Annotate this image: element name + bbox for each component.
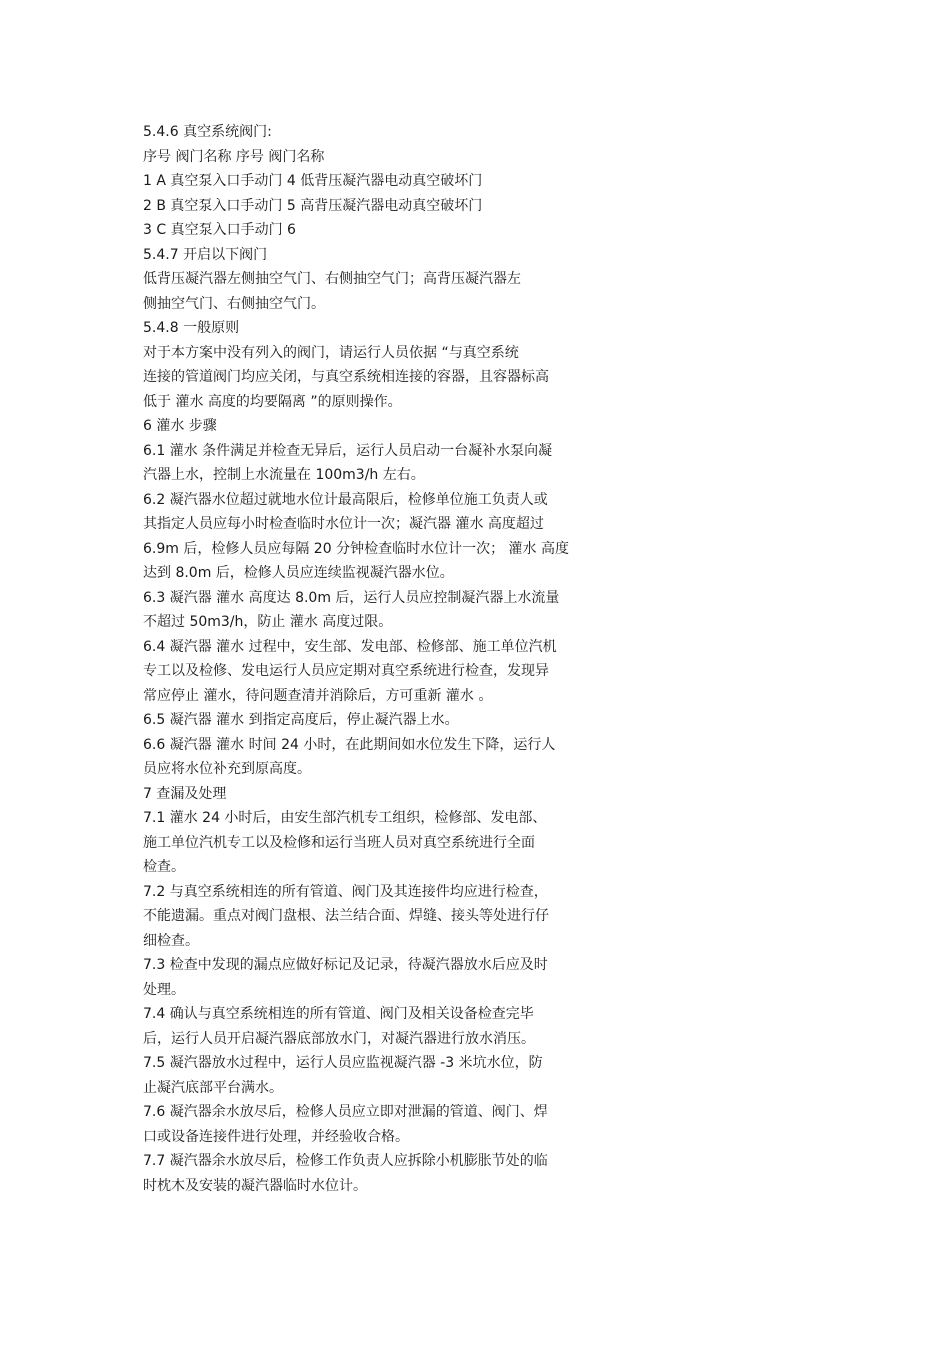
paragraph-line: 汽器上水，控制上水流量在 100m3/h 左右。 xyxy=(143,467,425,483)
paragraph-line: 7.3 检查中发现的漏点应做好标记及记录，待凝汽器放水后应及时 xyxy=(143,957,548,973)
section-heading-5-4-7: 5.4.7 开启以下阀门 xyxy=(143,246,268,263)
section-heading-5-4-8: 5.4.8 一般原则 xyxy=(143,320,240,336)
paragraph-line: 7.6 凝汽器余水放尽后，检修人员应立即对泄漏的管道、阀门、焊 xyxy=(143,1104,548,1120)
paragraph-line: 6.1 灌水 条件满足并检查无异后，运行人员启动一台凝补水泵向凝 xyxy=(143,442,553,459)
paragraph-line: 检查。 xyxy=(143,859,185,875)
document-body xyxy=(143,120,643,1198)
paragraph-line: 6.3 凝汽器 灌水 高度达 8.0m 后，运行人员应控制凝汽器上水流量 xyxy=(143,589,560,606)
paragraph-line: 不超过 50m3/h，防止 灌水 高度过限。 xyxy=(143,614,393,630)
section-heading-7: 7 查漏及处理 xyxy=(143,785,227,802)
valve-table-row: 2 B 真空泵入口手动门 5 高背压凝汽器电动真空破坏门 xyxy=(143,197,483,214)
paragraph-line: 施工单位汽机专工以及检修和运行当班人员对真空系统进行全面 xyxy=(143,834,535,851)
valve-table-row: 1 A 真空泵入口手动门 4 低背压凝汽器电动真空破坏门 xyxy=(143,173,483,189)
paragraph-line: 7.5 凝汽器放水过程中，运行人员应监视凝汽器 -3 米坑水位，防 xyxy=(143,1055,543,1071)
paragraph-line: 员应将水位补充到原高度。 xyxy=(143,761,311,777)
paragraph-line: 时枕木及安装的凝汽器临时水位计。 xyxy=(143,1177,367,1194)
paragraph-line: 对于本方案中没有列入的阀门，请运行人员依据 “与真空系统 xyxy=(143,344,519,361)
paragraph-line: 侧抽空气门、右侧抽空气门。 xyxy=(143,295,325,312)
paragraph-line: 7.1 灌水 24 小时后，由安生部汽机专工组织，检修部、发电部、 xyxy=(143,810,547,826)
paragraph-line: 6.5 凝汽器 灌水 到指定高度后，停止凝汽器上水。 xyxy=(143,712,459,728)
paragraph-line: 不能遗漏。重点对阀门盘根、法兰结合面、焊缝、接头等处进行仔 xyxy=(143,908,549,924)
paragraph-line: 连接的管道阀门均应关闭，与真空系统相连接的容器，且容器标高 xyxy=(143,369,549,385)
section-heading-5-4-6: 5.4.6 真空系统阀门: xyxy=(143,124,272,140)
paragraph-line: 达到 8.0m 后，检修人员应连续监视凝汽器水位。 xyxy=(143,565,454,581)
paragraph-line: 低于 灌水 高度的均要隔离 ”的原则操作。 xyxy=(143,393,402,410)
paragraph-line: 6.9m 后，检修人员应每隔 20 分钟检查临时水位计一次； 灌水 高度 xyxy=(143,540,569,557)
paragraph-line: 7.4 确认与真空系统相连的所有管道、阀门及相关设备检查完毕 xyxy=(143,1006,534,1022)
paragraph-line: 止凝汽底部平台满水。 xyxy=(143,1079,283,1096)
paragraph-line: 常应停止 灌水，待问题查清并消除后，方可重新 灌水 。 xyxy=(143,687,493,704)
paragraph-line: 细检查。 xyxy=(143,932,199,949)
valve-table-row: 3 C 真空泵入口手动门 6 xyxy=(143,222,296,238)
paragraph-line: 6.6 凝汽器 灌水 时间 24 小时，在此期间如水位发生下降，运行人 xyxy=(143,736,556,753)
paragraph-line: 专工以及检修、发电运行人员应定期对真空系统进行检查，发现异 xyxy=(143,663,549,679)
paragraph-line: 7.2 与真空系统相连的所有管道、阀门及其连接件均应进行检查， xyxy=(143,883,548,900)
paragraph-line: 后，运行人员开启凝汽器底部放水门，对凝汽器进行放水消压。 xyxy=(143,1030,535,1047)
paragraph-line: 口或设备连接件进行处理，并经验收合格。 xyxy=(143,1128,409,1145)
paragraph-line: 6.4 凝汽器 灌水 过程中，安生部、发电部、检修部、施工单位汽机 xyxy=(143,638,557,655)
section-heading-6: 6 灌水 步骤 xyxy=(143,418,217,434)
paragraph-line: 6.2 凝汽器水位超过就地水位计最高限后，检修单位施工负责人或 xyxy=(143,491,548,508)
paragraph-line: 处理。 xyxy=(143,981,185,998)
paragraph-line: 低背压凝汽器左侧抽空气门、右侧抽空气门；高背压凝汽器左 xyxy=(143,271,521,287)
paragraph-line: 7.7 凝汽器余水放尽后，检修工作负责人应拆除小机膨胀节处的临 xyxy=(143,1153,548,1169)
paragraph-line: 其指定人员应每小时检查临时水位计一次；凝汽器 灌水 高度超过 xyxy=(143,516,544,532)
valve-table-header: 序号 阀门名称 序号 阀门名称 xyxy=(143,148,325,165)
